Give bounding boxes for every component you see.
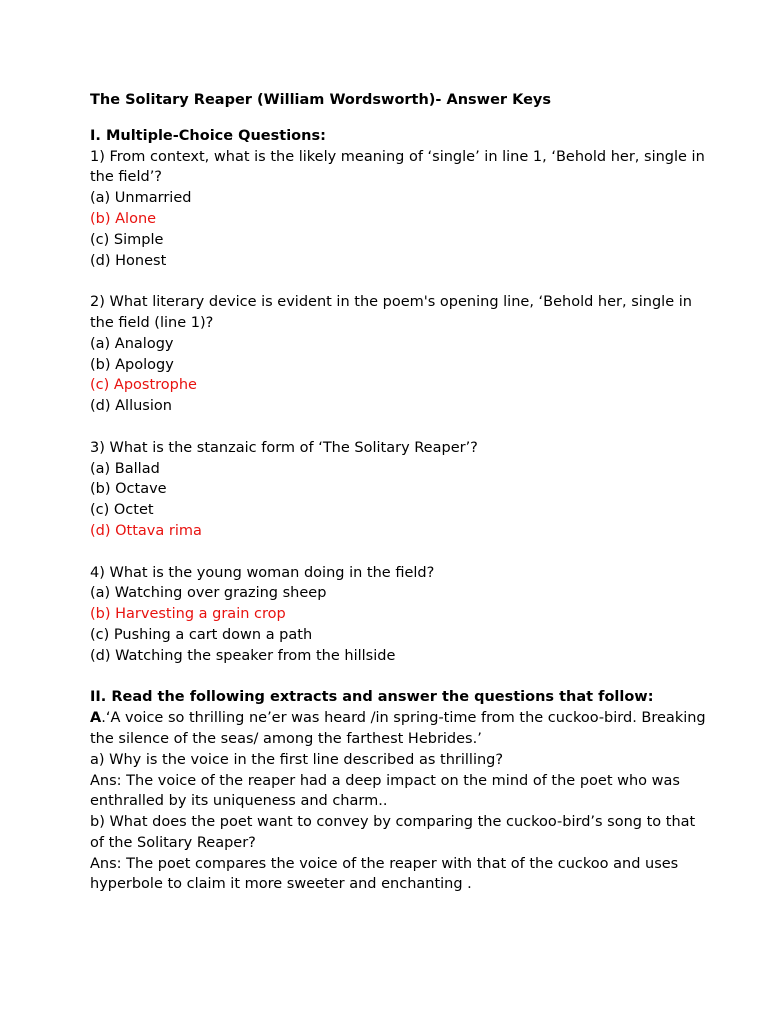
spacer	[90, 271, 710, 292]
sub-answer: Ans: The poet compares the voice of the reaper with that of the cuckoo and uses hyperbole to claim it more sweeter and enchanting .	[90, 855, 679, 893]
option: (a) Analogy	[90, 335, 174, 352]
option: (b) Octave	[90, 481, 167, 498]
question-text: 2) What literary device is evident in the poem's opening line, ‘Behold her, single in the field (line 1)?	[90, 294, 692, 331]
option: (a) Watching over grazing sheep	[90, 585, 327, 602]
sub-question: b) What does the poet want to convey by comparing the cuckoo-bird’s song to that of the Solitary Reaper?	[90, 814, 696, 851]
option: (a) Unmarried	[90, 190, 192, 207]
section-1-heading: I. Multiple-Choice Questions:	[90, 127, 326, 144]
question-1	[90, 147, 710, 272]
question-text: 1) From context, what is the likely meaning of ‘single’ in line 1, ‘Behold her, single in the field’?	[90, 148, 705, 186]
extract-text: .‘A voice so thrilling ne’er was heard /in spring-time from the cuckoo-bird. Breaking the silence of the seas/ among the farthest Hebrides.’	[90, 710, 706, 747]
option: (d) Honest	[90, 252, 167, 269]
spacer	[90, 417, 710, 438]
correct-option: (c) Apostrophe	[90, 377, 197, 394]
option: (c) Simple	[90, 231, 164, 248]
extract-label: A	[90, 710, 102, 727]
sub-question: a) Why is the voice in the first line described as thrilling?	[90, 751, 504, 768]
option: (a) Ballad	[90, 460, 160, 477]
option: (c) Octet	[90, 502, 154, 519]
question-4	[90, 563, 710, 667]
question-text: 3) What is the stanzaic form of ‘The Solitary Reaper’?	[90, 439, 478, 456]
option: (d) Allusion	[90, 398, 172, 415]
document-title: The Solitary Reaper (William Wordsworth)- Answer Keys	[90, 92, 552, 108]
sub-answer: Ans: The voice of the reaper had a deep impact on the mind of the poet who was enthralled by its uniqueness and charm..	[90, 772, 680, 810]
spacer	[90, 667, 710, 688]
option: (c) Pushing a cart down a path	[90, 626, 313, 643]
extract	[90, 708, 710, 750]
spacer	[90, 542, 710, 563]
section-2-heading: II. Read the following extracts and answer the questions that follow:	[90, 689, 654, 706]
question-2	[90, 292, 710, 417]
option: (d) Watching the speaker from the hillside	[90, 647, 396, 664]
document-content	[90, 90, 710, 895]
question-3	[90, 438, 710, 542]
correct-option: (b) Alone	[90, 210, 157, 227]
correct-option: (d) Ottava rima	[90, 522, 202, 539]
correct-option: (b) Harvesting a grain crop	[90, 606, 286, 623]
option: (b) Apology	[90, 356, 174, 373]
question-text: 4) What is the young woman doing in the field?	[90, 564, 435, 581]
